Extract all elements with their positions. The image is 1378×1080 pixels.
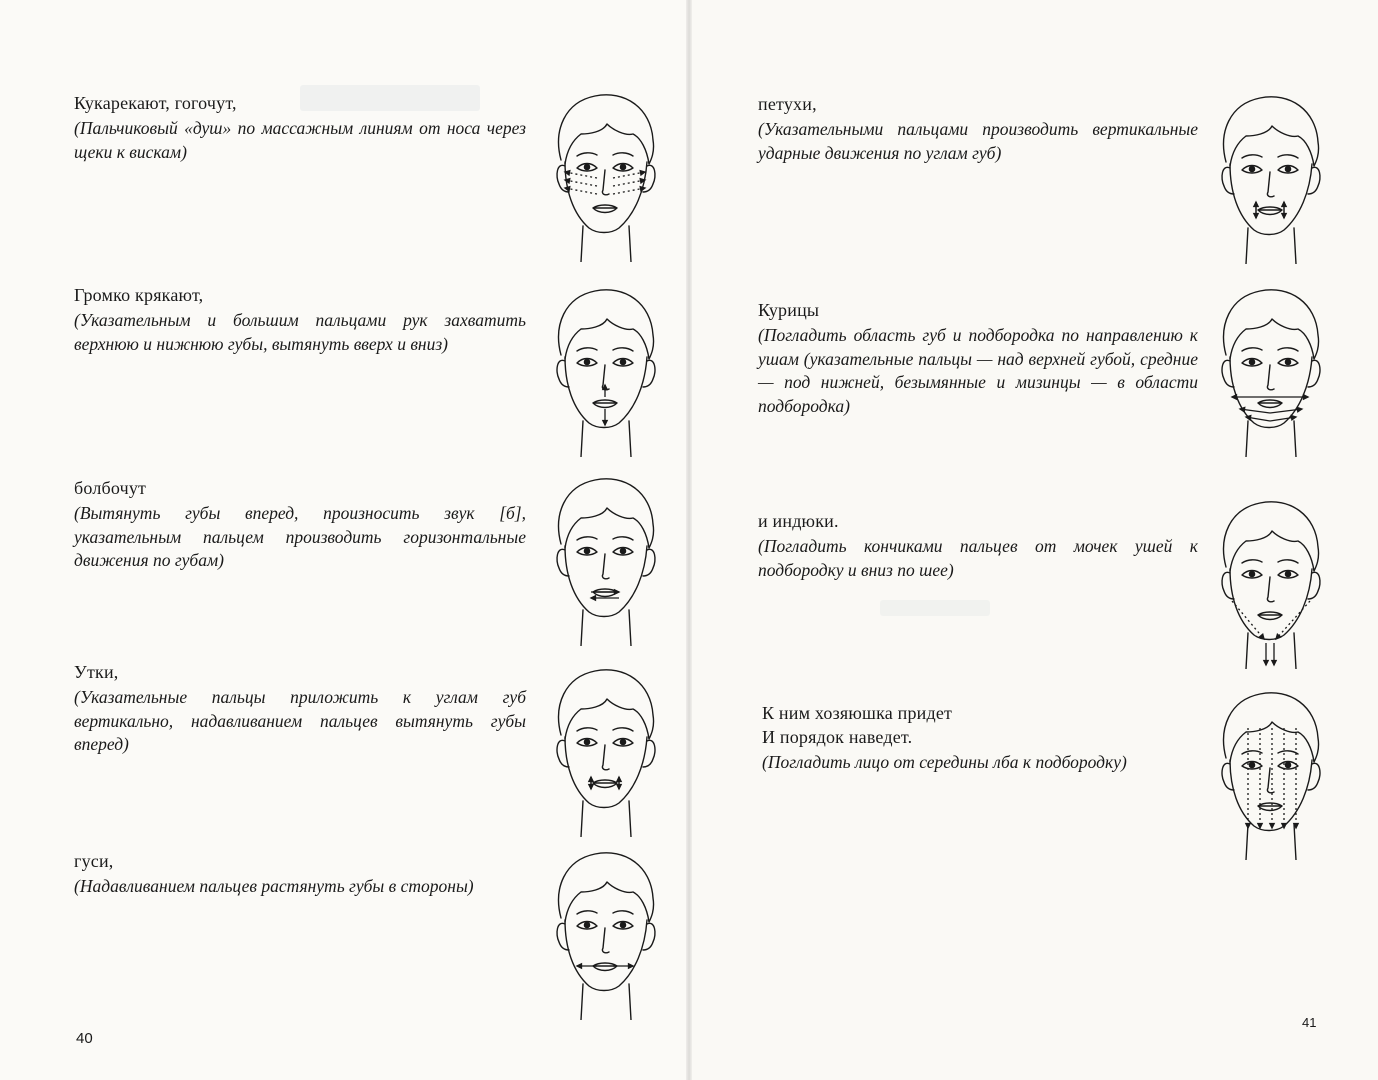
- instruction-text: (Указательными пальцами производить вертикальные ударные движения по углам губ): [758, 119, 1198, 163]
- face-outline: [557, 290, 655, 457]
- arrow-icon: [1270, 407, 1302, 413]
- neck: [581, 421, 631, 457]
- verse-line: гуси,: [74, 851, 114, 871]
- arrow-icon: [613, 187, 645, 194]
- eyebrows: [577, 728, 633, 731]
- nose: [602, 928, 609, 953]
- entry-kukarekayut: [74, 91, 526, 164]
- pupil-left: [584, 164, 589, 169]
- verse-line: Утки,: [74, 662, 119, 682]
- pupil-right: [620, 359, 625, 364]
- arrow-icon: [1282, 728, 1286, 828]
- neck: [581, 610, 631, 646]
- nose: [1267, 768, 1274, 793]
- page-number: 41: [1302, 1015, 1317, 1030]
- mouth: [1258, 612, 1282, 620]
- pupil-left: [1249, 571, 1254, 576]
- arrow-icon: [1272, 643, 1276, 665]
- verse-line: Громко крякают,: [74, 285, 204, 305]
- face-outline: [1222, 97, 1320, 264]
- page-number: 40: [76, 1030, 93, 1047]
- nose: [1267, 577, 1274, 602]
- verse-line: И порядок наведет.: [762, 727, 913, 747]
- pupil-right: [1285, 571, 1290, 576]
- verse-line: петухи,: [758, 94, 817, 114]
- instruction-text: (Погладить область губ и подбородка по направлению к ушам (указательные пальцы — над верхней губой, средние — под нижней, безымянные и мизинцы — в области подбородка): [758, 325, 1198, 416]
- nose: [602, 554, 609, 579]
- pupil-right: [620, 548, 625, 553]
- instruction-text: (Указательным и большим пальцами рук захватить верхнюю и нижнюю губы, вытянуть вверх и вниз): [74, 310, 526, 354]
- face-illustration-icon: [547, 474, 662, 646]
- instruction-text: (Вытянуть губы вперед, произносить звук [б], указательным пальцем производить горизонтальные движения по губам): [74, 503, 526, 570]
- face-illustration-icon: [1212, 688, 1327, 860]
- eyebrows: [577, 153, 633, 156]
- face-illustration-icon: [1212, 92, 1327, 264]
- face-contour: [1230, 164, 1312, 235]
- pupil-right: [620, 922, 625, 927]
- hair: [1224, 290, 1319, 359]
- neck: [1246, 228, 1296, 264]
- arrow-icon: [1246, 728, 1250, 828]
- pupil-left: [1249, 762, 1254, 767]
- verse-line: Курицы: [758, 300, 820, 320]
- hair: [559, 670, 654, 739]
- eyebrows: [577, 348, 633, 351]
- face-outline: [1222, 502, 1320, 669]
- face-1-drawing: [547, 90, 662, 262]
- face-contour: [565, 357, 647, 428]
- eyebrows: [577, 537, 633, 540]
- arrow-icon: [1270, 728, 1274, 828]
- hair: [559, 95, 654, 164]
- pupil-right: [620, 164, 625, 169]
- neck: [581, 226, 631, 262]
- face-4-drawing: [547, 665, 662, 837]
- face-3-drawing: [547, 474, 662, 646]
- hair: [1224, 693, 1319, 762]
- face-outline: [557, 853, 655, 1020]
- eyebrows: [1242, 560, 1298, 563]
- face-contour: [1230, 760, 1312, 831]
- arrow-icon: [565, 171, 597, 178]
- nose: [602, 745, 609, 770]
- hair: [559, 290, 654, 359]
- face-5-drawing: [547, 848, 662, 1020]
- hair: [559, 853, 654, 922]
- face-7-drawing: [1212, 285, 1327, 457]
- arrow-icon: [603, 385, 607, 397]
- arrow-icon: [565, 187, 597, 194]
- face-6-drawing: [1212, 92, 1327, 264]
- arrow-icon: [603, 409, 607, 425]
- mouth: [1258, 207, 1282, 215]
- show-through-print: [880, 600, 990, 616]
- mouth: [593, 400, 617, 408]
- instruction-text: (Погладить кончиками пальцев от мочек ушей к подбородку и вниз по шее): [758, 536, 1198, 580]
- verse-line: К ним хозяюшка придет: [762, 703, 953, 723]
- pupil-left: [584, 922, 589, 927]
- nose: [602, 170, 609, 195]
- entry-kryakayut: [74, 283, 526, 356]
- face-outline: [1222, 693, 1320, 860]
- pupil-right: [1285, 359, 1290, 364]
- entry-bolbochut: [74, 476, 526, 573]
- face-contour: [565, 920, 647, 991]
- face-illustration-icon: [547, 665, 662, 837]
- mouth: [593, 589, 617, 597]
- arrow-icon: [1270, 416, 1296, 421]
- mouth: [1258, 400, 1282, 408]
- arrow-icon: [1264, 643, 1268, 665]
- pupil-right: [1285, 762, 1290, 767]
- verse-line: болбочут: [74, 478, 147, 498]
- book-spine: [686, 0, 692, 1080]
- pupil-left: [584, 359, 589, 364]
- arrow-icon: [565, 179, 597, 186]
- instruction-text: (Указательные пальцы приложить к углам губ вертикально, надавливанием пальцев вытянуть губы вперед): [74, 687, 526, 754]
- eyebrows: [1242, 751, 1298, 754]
- mouth: [593, 780, 617, 788]
- face-illustration-icon: [547, 90, 662, 262]
- mouth: [593, 205, 617, 213]
- face-8-drawing: [1212, 497, 1327, 669]
- face-contour: [565, 737, 647, 808]
- face-contour: [565, 546, 647, 617]
- instruction-text: (Надавливанием пальцев растянуть губы в стороны): [74, 876, 474, 896]
- entry-petukhi: [758, 92, 1198, 165]
- arrow-icon: [1276, 601, 1310, 639]
- pupil-right: [1285, 166, 1290, 171]
- pupil-left: [584, 548, 589, 553]
- mouth: [1258, 803, 1282, 811]
- instruction-text: (Погладить лицо от середины лба к подбородку): [762, 752, 1127, 772]
- instruction-text: (Пальчиковый «душ» по массажным линиям от носа через щеки к вискам): [74, 118, 526, 162]
- face-illustration-icon: [1212, 497, 1327, 669]
- hair: [1224, 97, 1319, 166]
- arrow-icon: [613, 171, 645, 178]
- arrow-icon: [1294, 728, 1298, 828]
- face-contour: [1230, 569, 1312, 640]
- pupil-left: [1249, 166, 1254, 171]
- entry-utki: [74, 660, 526, 757]
- eyebrows: [577, 911, 633, 914]
- entry-khozyayushka: [762, 701, 1202, 775]
- arrow-icon: [1240, 407, 1270, 413]
- entry-gusi: [74, 849, 526, 899]
- face-contour: [1230, 357, 1312, 428]
- arrow-icon: [1258, 728, 1262, 828]
- face-contour: [565, 162, 647, 233]
- pupil-left: [584, 739, 589, 744]
- nose: [1267, 365, 1274, 390]
- pupil-right: [620, 739, 625, 744]
- arrow-icon: [1246, 416, 1270, 421]
- mouth: [593, 963, 617, 971]
- entry-indyuki: [758, 509, 1198, 582]
- face-outline: [1222, 290, 1320, 457]
- face-outline: [557, 670, 655, 837]
- face-9-drawing: [1212, 688, 1327, 860]
- face-2-drawing: [547, 285, 662, 457]
- nose: [1267, 172, 1274, 197]
- entry-kuritsy: [758, 298, 1198, 418]
- verse-line: и индюки.: [758, 511, 839, 531]
- neck: [1246, 421, 1296, 457]
- arrow-icon: [613, 179, 645, 186]
- hair: [1224, 502, 1319, 571]
- neck: [1246, 824, 1296, 860]
- face-illustration-icon: [547, 285, 662, 457]
- neck: [581, 984, 631, 1020]
- face-illustration-icon: [547, 848, 662, 1020]
- neck: [581, 801, 631, 837]
- neck: [1246, 633, 1296, 669]
- eyebrows: [1242, 348, 1298, 351]
- pupil-left: [1249, 359, 1254, 364]
- face-outline: [557, 479, 655, 646]
- hair: [559, 479, 654, 548]
- eyebrows: [1242, 155, 1298, 158]
- verse-line: Кукарекают, гогочут,: [74, 93, 237, 113]
- face-illustration-icon: [1212, 285, 1327, 457]
